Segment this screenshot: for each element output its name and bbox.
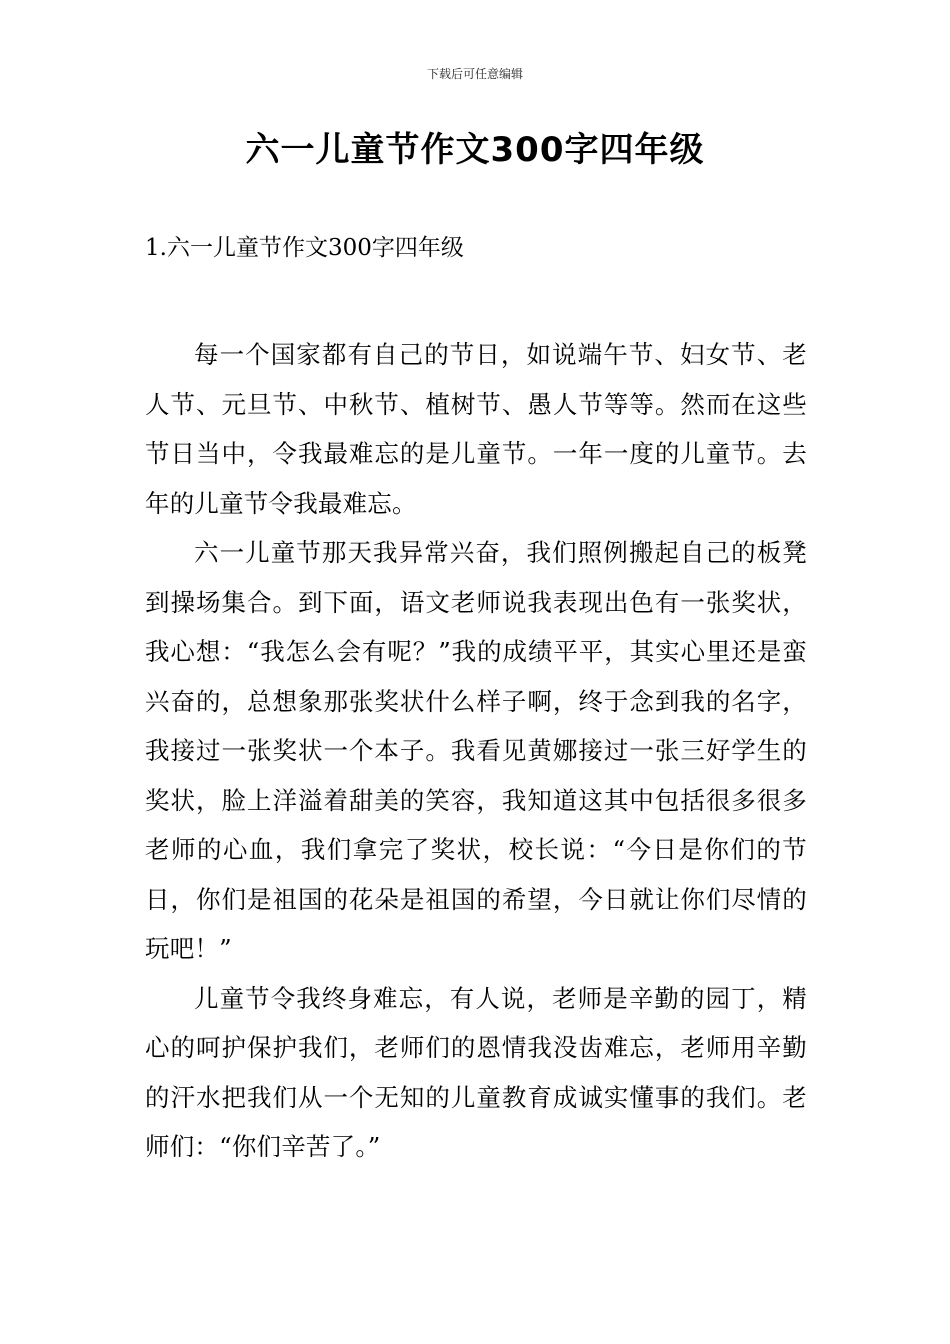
paragraph-2: 六一儿童节那天我异常兴奋，我们照例搬起自己的板凳到操场集合。到下面，语文老师说我表现出色有一张奖状，我心想：“我怎么会有呢？”我的成绩平平，其实心里还是蛮兴奋的，总想象那张奖状什么样子啊，终于念到我的名字，我接过一张奖状一个本子。我看见黄娜接过一张三好学生的奖状，脸上洋溢着甜美的笑容，我知道这其中包括很多很多老师的心血，我们拿完了奖状，校长说：“今日是你们的节日，你们是祖国的花朵是祖国的希望，今日就让你们尽情的玩吧！”: [145, 538, 807, 963]
document-title: 六一儿童节作文300字四年级: [245, 130, 705, 170]
section-heading: 1.六一儿童节作文300字四年级: [145, 235, 464, 261]
paragraph-1: 每一个国家都有自己的节日，如说端午节、妇女节、老人节、元旦节、中秋节、植树节、愚人节等等。然而在这些节日当中，令我最难忘的是儿童节。一年一度的儿童节。去年的儿童节令我最难忘。: [145, 340, 807, 518]
header-note: 下载后可任意编辑: [426, 67, 523, 81]
article-body: [145, 330, 807, 1172]
paragraph-3: 儿童节令我终身难忘，有人说，老师是辛勤的园丁，精心的呵护保护我们，老师们的恩情我没齿难忘，老师用辛勤的汗水把我们从一个无知的儿童教育成诚实懂事的我们。老师们：“你们辛苦了。”: [145, 983, 807, 1161]
